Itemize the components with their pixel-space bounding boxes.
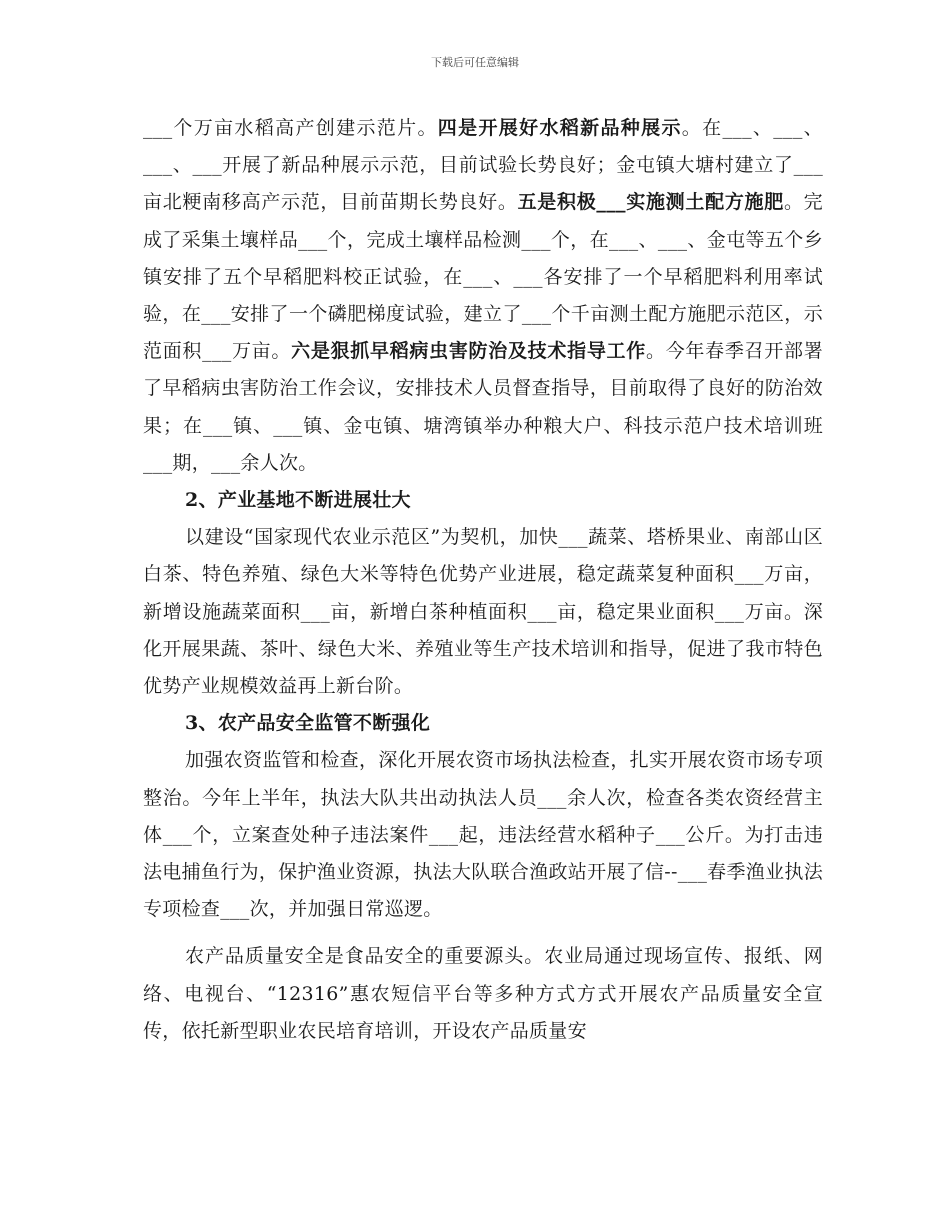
paragraph-rice-measures (143, 110, 823, 482)
text-span: 。完成了采集土壤样品___个，完成土壤样品检测___个，在___、___、金屯等五个乡镇安排了五个早稻肥料校正试验，在___、___各安排了一个早稻肥料利用率试验，在___安排了一个磷肥梯度试验，建立了___个千亩测土配方施肥示范区，示范面积___万亩。 (143, 191, 823, 363)
paragraph-supervision: 加强农资监管和检查，深化开展农资市场执法检查，扎实开展农资市场专项整治。今年上半年，执法大队共出动执法人员___余人次，检查各类农资经营主体___个，立案查处种子违法案件___起，违法经营水稻种子___公斤。为打击违法电捕鱼行为，保护渔业资源，执法大队联合渔政站开展了信--___春季渔业执法专项检查___次，并加强日常巡逻。 (143, 749, 823, 921)
text-span: 。在___、___、___、___开展了新品种展示示范，目前试验长势良好；金屯镇大塘村建立了___亩北粳南移高产示范，目前苗期长势良好。 (143, 117, 823, 214)
section-heading-product-safety: 3、农产品安全监管不断强化 (185, 712, 431, 735)
paragraph-quality-safety: 农产品质量安全是食品安全的重要源头。农业局通过现场宣传、报纸、网络、电视台、“12316”惠农短信平台等多种方式方式开展农产品质量安全宣传，依托新型职业农民培育培训，开设农产品质量安 (143, 945, 823, 1042)
bold-point-four: 四是开展好水稻新品种展示 (437, 117, 682, 139)
text-span: ___个万亩水稻高产创建示范片。 (143, 117, 438, 139)
document-body (143, 110, 823, 1050)
bold-point-six: 六是狠抓早稻病虫害防治及技术指导工作 (291, 340, 646, 363)
bold-point-five: 五是积极___实施测土配方施肥 (517, 191, 784, 214)
section-heading-industry-base: 2、产业基地不断进展壮大 (185, 489, 411, 512)
page-header: 下载后可任意编辑 (431, 56, 519, 69)
text-span: 。今年春季召开部署了早稻病虫害防治工作会议，安排技术人员督查指导，目前取得了良好的防治效果；在___镇、___镇、金屯镇、塘湾镇举办种粮大户、科技示范户技术培训班___期，___余人次。 (143, 340, 824, 474)
paragraph-industry-base: 以建设“国家现代农业示范区”为契机，加快___蔬菜、塔桥果业、南部山区白茶、特色养殖、绿色大米等特色优势产业进展，稳定蔬菜复种面积___万亩，新增设施蔬菜面积___亩，新增白茶种植面积___亩，稳定果业面积___万亩。深化开展果蔬、茶叶、绿色大米、养殖业等生产技术培训和指导，促进了我市特色优势产业规模效益再上新台阶。 (143, 526, 823, 698)
